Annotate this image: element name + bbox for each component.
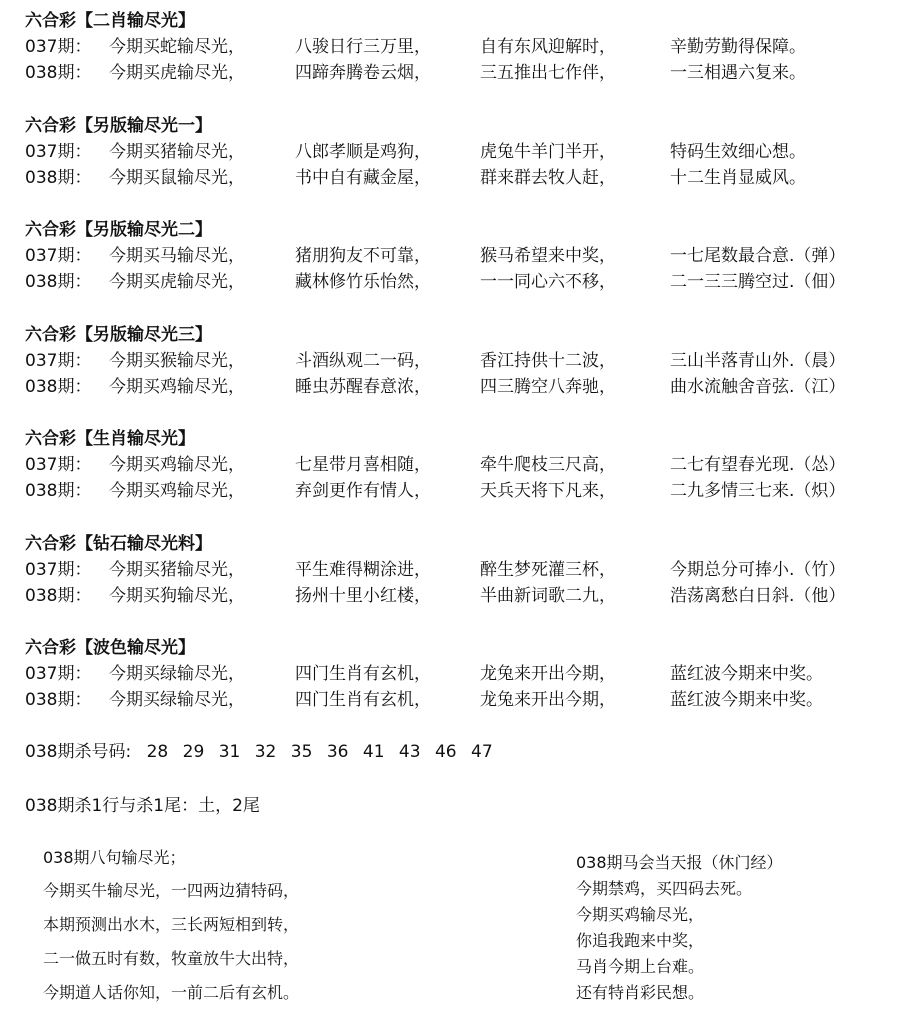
verse-cell: 特码生效细心想。 bbox=[670, 142, 806, 162]
verse-cell: 今期买虎输尽光， bbox=[109, 63, 245, 83]
poem-line: 二一做五时有数，牧童放牛大出特， bbox=[43, 949, 300, 968]
verse-cell: 蓝红波今期来中奖。 bbox=[670, 664, 823, 684]
period-label: 038期： bbox=[25, 63, 92, 83]
verse-cell: 弃剑更作有情人， bbox=[295, 481, 431, 501]
period-row bbox=[25, 165, 895, 191]
period-label: 038期： bbox=[25, 481, 92, 501]
poem-line: 今期禁鸡，买四码去死。 bbox=[576, 879, 753, 898]
verse-cell: 自有东风迎解时， bbox=[480, 37, 616, 57]
verse-cell: 斗酒纵观二一码， bbox=[295, 351, 431, 371]
period-label: 037期： bbox=[25, 246, 92, 266]
verse-cell: 今期买绿输尽光， bbox=[109, 664, 245, 684]
section-title: 六合彩【二肖输尽光】 bbox=[25, 11, 195, 31]
verse-cell: 今期买猪输尽光， bbox=[109, 142, 245, 162]
poem-line: 今期道人话你知，一前二后有玄机。 bbox=[43, 983, 300, 1002]
verse-cell: 扬州十里小红楼， bbox=[295, 586, 431, 606]
period-label: 038期： bbox=[25, 586, 92, 606]
verse-cell: 今期买猪输尽光， bbox=[109, 560, 245, 580]
kill-number: 46 bbox=[434, 742, 457, 762]
verse-cell: 八郎孝顺是鸡狗， bbox=[295, 142, 431, 162]
poem-line: 本期预测出水木，三长两短相到转， bbox=[43, 915, 300, 934]
section-sheng-xiao bbox=[25, 426, 895, 504]
period-label: 038期： bbox=[25, 377, 92, 397]
verse-cell: 二七有望春光现.（怂） bbox=[670, 455, 846, 475]
verse-cell: 一一同心六不移， bbox=[480, 272, 616, 292]
section-ling-ban-1 bbox=[25, 113, 895, 191]
verse-cell: 四门生肖有玄机， bbox=[295, 664, 431, 684]
verse-cell: 今期买绿输尽光， bbox=[109, 690, 245, 710]
verse-cell: 今期买鼠输尽光， bbox=[109, 168, 245, 188]
verse-cell: 一三相遇六复来。 bbox=[670, 63, 806, 83]
verse-cell: 书中自有藏金屋， bbox=[295, 168, 431, 188]
kill-number: 35 bbox=[290, 742, 313, 762]
kill-number: 41 bbox=[362, 742, 385, 762]
verse-cell: 猪朋狗友不可靠， bbox=[295, 246, 431, 266]
verse-cell: 今期买猴输尽光， bbox=[109, 351, 245, 371]
verse-cell: 今期买蛇输尽光， bbox=[109, 37, 245, 57]
verse-cell: 龙兔来开出今期， bbox=[480, 664, 616, 684]
kill-number: 36 bbox=[326, 742, 349, 762]
section-title: 六合彩【钻石输尽光料】 bbox=[25, 534, 212, 554]
period-row bbox=[25, 583, 895, 609]
period-label: 037期： bbox=[25, 142, 92, 162]
verse-cell: 今期买马输尽光， bbox=[109, 246, 245, 266]
period-label: 037期： bbox=[25, 560, 92, 580]
verse-cell: 三五推出七作伴， bbox=[480, 63, 616, 83]
kill-number: 31 bbox=[218, 742, 241, 762]
verse-cell: 醉生梦死灌三杯， bbox=[480, 560, 616, 580]
kill-numbers-label: 038期杀号码: bbox=[25, 742, 132, 762]
period-label: 038期： bbox=[25, 272, 92, 292]
verse-cell: 四门生肖有玄机， bbox=[295, 690, 431, 710]
kill-line-tail: 038期杀1行与杀1尾：土，2尾 bbox=[25, 796, 260, 816]
verse-cell: 藏林修竹乐怡然， bbox=[295, 272, 431, 292]
period-label: 037期： bbox=[25, 351, 92, 371]
kill-number: 32 bbox=[254, 742, 277, 762]
verse-cell: 虎兔牛羊门半开， bbox=[480, 142, 616, 162]
verse-cell: 曲水流触舍音弦.（江） bbox=[670, 377, 846, 397]
verse-cell: 十二生肖显威风。 bbox=[670, 168, 806, 188]
period-label: 037期： bbox=[25, 37, 92, 57]
poem-line: 今期买鸡输尽光， bbox=[576, 905, 705, 924]
poem-title: 038期八句输尽光； bbox=[43, 848, 186, 867]
period-row bbox=[25, 60, 895, 86]
period-row bbox=[25, 452, 895, 478]
poem-line: 今期买牛输尽光，一四两边猜特码， bbox=[43, 881, 300, 900]
period-label: 037期： bbox=[25, 664, 92, 684]
verse-cell: 今期买虎输尽光， bbox=[109, 272, 245, 292]
section-title: 六合彩【另版输尽光二】 bbox=[25, 220, 212, 240]
verse-cell: 平生难得糊涂进， bbox=[295, 560, 431, 580]
eight-line-poem bbox=[43, 846, 299, 1010]
section-zuan-shi bbox=[25, 531, 895, 609]
section-title: 六合彩【另版输尽光三】 bbox=[25, 325, 212, 345]
kill-number: 43 bbox=[398, 742, 421, 762]
verse-cell: 睡虫苏醒春意浓， bbox=[295, 377, 431, 397]
section-er-xiao bbox=[25, 8, 895, 86]
verse-cell: 二一三三腾空过.（佃） bbox=[670, 272, 846, 292]
verse-cell: 四三腾空八奔驰， bbox=[480, 377, 616, 397]
poem-title: 038期马会当天报（休门经） bbox=[576, 853, 783, 872]
poem-line: 你追我跑来中奖， bbox=[576, 931, 705, 950]
verse-cell: 八骏日行三万里， bbox=[295, 37, 431, 57]
verse-cell: 蓝红波今期来中奖。 bbox=[670, 690, 823, 710]
kill-number: 47 bbox=[471, 742, 493, 762]
period-row bbox=[25, 269, 895, 295]
period-label: 038期： bbox=[25, 168, 92, 188]
verse-cell: 龙兔来开出今期， bbox=[480, 690, 616, 710]
verse-cell: 今期买鸡输尽光， bbox=[109, 377, 245, 397]
verse-cell: 今期买鸡输尽光， bbox=[109, 481, 245, 501]
period-row bbox=[25, 348, 895, 374]
verse-cell: 三山半落青山外.（晨） bbox=[670, 351, 846, 371]
section-title: 六合彩【波色输尽光】 bbox=[25, 638, 195, 658]
verse-cell: 今期总分可捧小.（竹） bbox=[670, 560, 846, 580]
verse-cell: 四蹄奔腾卷云烟， bbox=[295, 63, 431, 83]
kill-numbers-list bbox=[147, 742, 502, 762]
section-title: 六合彩【生肖输尽光】 bbox=[25, 429, 195, 449]
period-row bbox=[25, 374, 895, 400]
period-row bbox=[25, 557, 895, 583]
kill-number: 29 bbox=[182, 742, 205, 762]
verse-cell: 辛勤劳勤得保障。 bbox=[670, 37, 806, 57]
period-row bbox=[25, 661, 895, 687]
verse-cell: 猴马希望来中奖， bbox=[480, 246, 616, 266]
poem-line: 马肖今期上台难。 bbox=[576, 957, 705, 976]
period-row bbox=[25, 34, 895, 60]
verse-cell: 香江持供十二波， bbox=[480, 351, 616, 371]
verse-cell: 今期买鸡输尽光， bbox=[109, 455, 245, 475]
section-title: 六合彩【另版输尽光一】 bbox=[25, 116, 212, 136]
verse-cell: 群来群去牧人赶， bbox=[480, 168, 616, 188]
verse-cell: 今期买狗输尽光， bbox=[109, 586, 245, 606]
section-ling-ban-3 bbox=[25, 322, 895, 400]
kill-number: 28 bbox=[146, 742, 169, 762]
period-row bbox=[25, 478, 895, 504]
section-ling-ban-2 bbox=[25, 217, 895, 295]
poem-line: 还有特肖彩民想。 bbox=[576, 983, 705, 1002]
verse-cell: 七星带月喜相随， bbox=[295, 455, 431, 475]
period-row bbox=[25, 243, 895, 269]
verse-cell: 牵牛爬枝三尺高， bbox=[480, 455, 616, 475]
kill-numbers-line bbox=[25, 740, 502, 764]
period-label: 037期： bbox=[25, 455, 92, 475]
section-bo-se bbox=[25, 635, 895, 713]
verse-cell: 一七尾数最合意.（弹） bbox=[670, 246, 846, 266]
verse-cell: 二九多情三七来.（炽） bbox=[670, 481, 846, 501]
period-label: 038期： bbox=[25, 690, 92, 710]
horse-club-poem bbox=[576, 850, 783, 1006]
verse-cell: 半曲新词歌二九， bbox=[480, 586, 616, 606]
verse-cell: 浩荡离愁白日斜.（他） bbox=[670, 586, 846, 606]
period-row bbox=[25, 687, 895, 713]
period-row bbox=[25, 139, 895, 165]
verse-cell: 天兵天将下凡来， bbox=[480, 481, 616, 501]
